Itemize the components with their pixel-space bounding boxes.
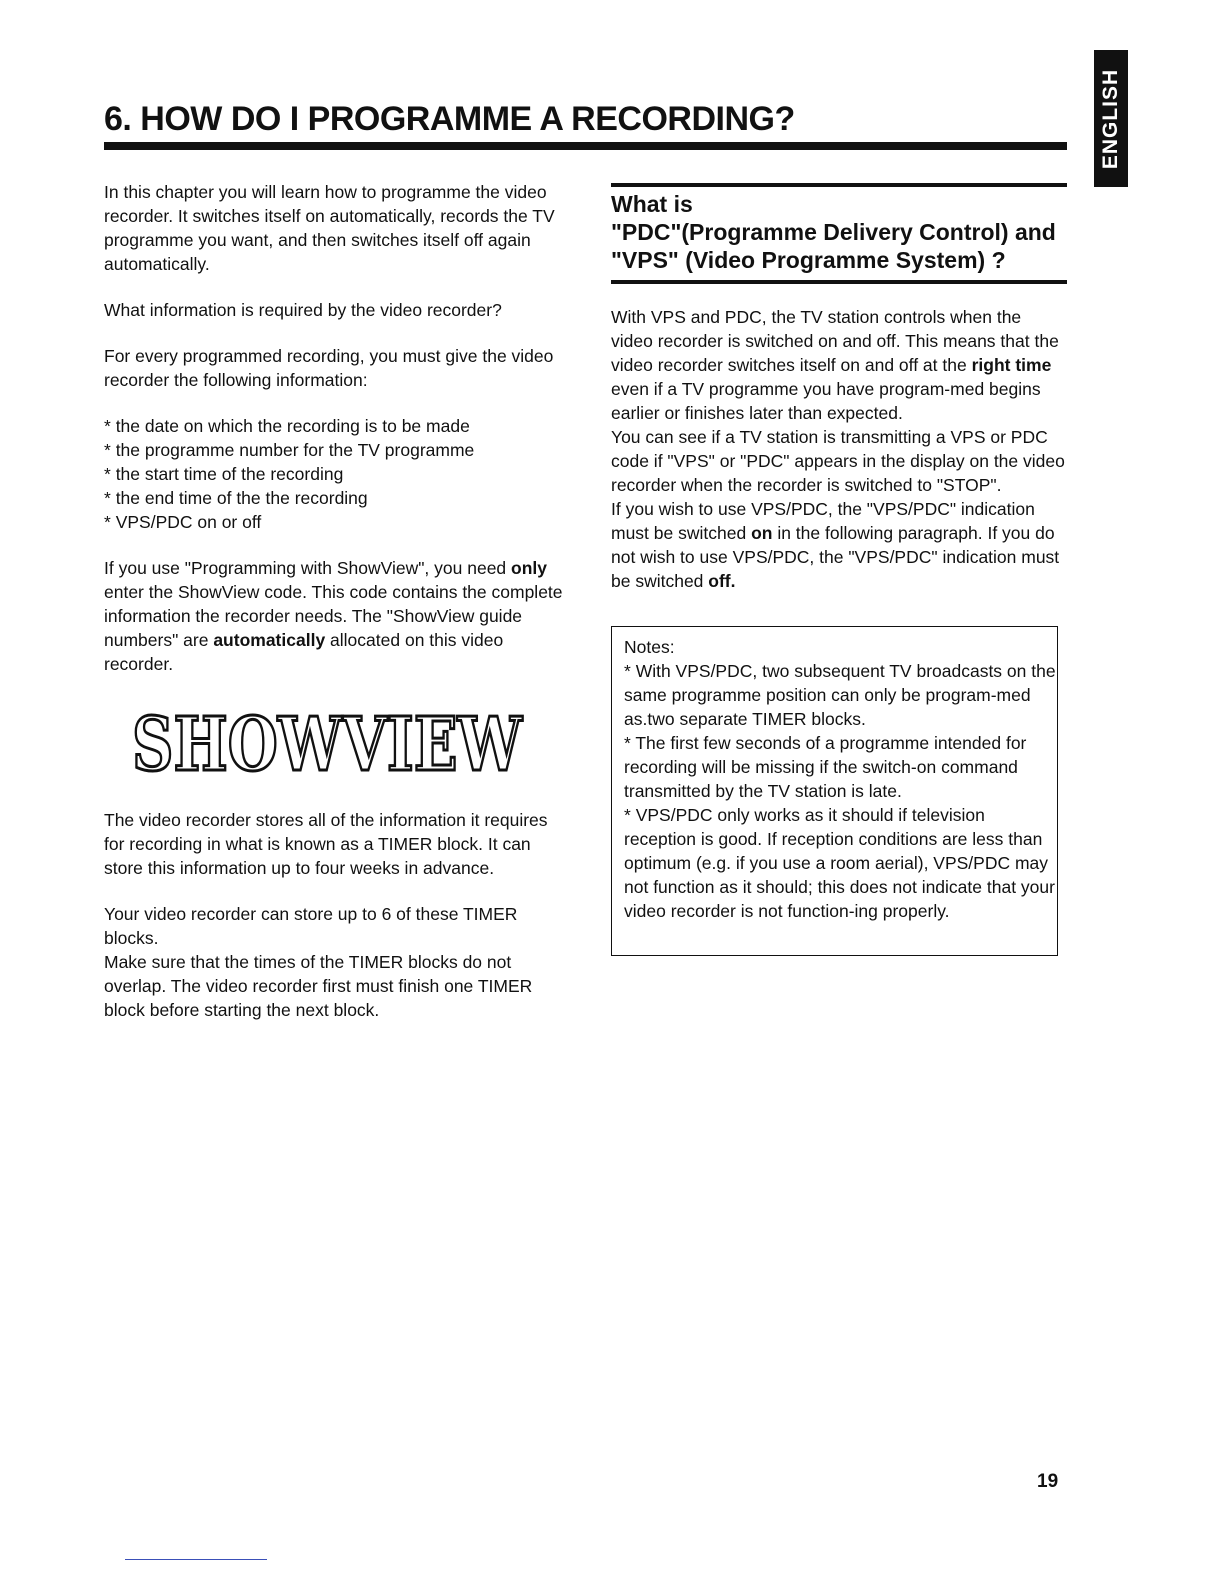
heading-rule-top: [611, 183, 1067, 187]
capacity-paragraph: Your video recorder can store up to 6 of these TIMER blocks.: [104, 904, 518, 948]
note-item: * With VPS/PDC, two subsequent TV broadcasts on the same programme position can only be program-med as.two separate TIMER blocks.: [624, 659, 1057, 731]
list-item: * the programme number for the TV programme: [104, 438, 564, 462]
title-rule: [104, 142, 1067, 150]
notes-box: [611, 626, 1058, 956]
note-item: * VPS/PDC only works as it should if television reception is good. If reception conditions are less than optimum (e.g. if you use a room aerial), VPS/PDC may not function as it should; this does not indicate that your video recorder is not function-ing properly.: [624, 803, 1057, 923]
footer-line: [125, 1559, 267, 1560]
showview-logo: [132, 698, 564, 786]
note-item: * The first few seconds of a programme intended for recording will be missing if the switch-on command transmitted by the TV station is late.: [624, 731, 1057, 803]
right-column-text: [611, 305, 1067, 593]
left-column: [104, 180, 564, 1044]
list-item: * the date on which the recording is to be made: [104, 414, 564, 438]
requirement-paragraph: For every programmed recording, you must give the video recorder the following information:: [104, 346, 554, 390]
showview-logo-text: SHOWVIEW: [132, 702, 523, 788]
vps-pdc-paragraph: With VPS and PDC, the TV station controls when the video recorder is switched on and off. This means that the video recorder switches itself on and off at the right time even if a TV programme you have program-med begins earlier or finishes later than expected.: [611, 307, 1059, 423]
switch-paragraph: If you wish to use VPS/PDC, the "VPS/PDC" indication must be switched on in the following paragraph. If you do not wish to use VPS/PDC, the "VPS/PDC" indication must be switched off.: [611, 499, 1060, 591]
showview-paragraph: If you use "Programming with ShowView", you need only enter the ShowView code. This code contains the complete information the recorder needs. The "ShowView guide numbers" are automatically allocated on this video recorder.: [104, 558, 563, 674]
list-item: * the end time of the the recording: [104, 486, 564, 510]
display-paragraph: You can see if a TV station is transmitting a VPS or PDC code if "VPS" or "PDC" appears in the display on the video recorder when the recorder is switched to "STOP".: [611, 427, 1065, 495]
requirement-list: [104, 414, 564, 534]
timer-paragraph: The video recorder stores all of the information it requires for recording in what is known as a TIMER block. It can store this information up to four weeks in advance.: [104, 810, 548, 878]
chapter-title: 6. HOW DO I PROGRAMME A RECORDING?: [104, 100, 795, 138]
question-paragraph: What information is required by the video recorder?: [104, 300, 502, 320]
intro-paragraph: In this chapter you will learn how to programme the video recorder. It switches itself on automatically, records the TV programme you want, and then switches itself off again automatically.: [104, 182, 555, 274]
showview-logo-graphic: [132, 698, 532, 788]
notes-label: Notes:: [624, 637, 675, 657]
list-item: * VPS/PDC on or off: [104, 510, 564, 534]
language-tab: [1094, 50, 1128, 187]
pdc-vps-heading: What is "PDC"(Programme Delivery Control) and "VPS" (Video Programme System) ?: [611, 191, 1056, 273]
heading-rule-bottom: [611, 280, 1067, 284]
list-item: * the start time of the recording: [104, 462, 564, 486]
page-number: 19: [1037, 1471, 1059, 1492]
overlap-paragraph: Make sure that the times of the TIMER blocks do not overlap. The video recorder first must finish one TIMER block before starting the next block.: [104, 952, 533, 1020]
language-tab-label: ENGLISH: [1099, 68, 1122, 169]
